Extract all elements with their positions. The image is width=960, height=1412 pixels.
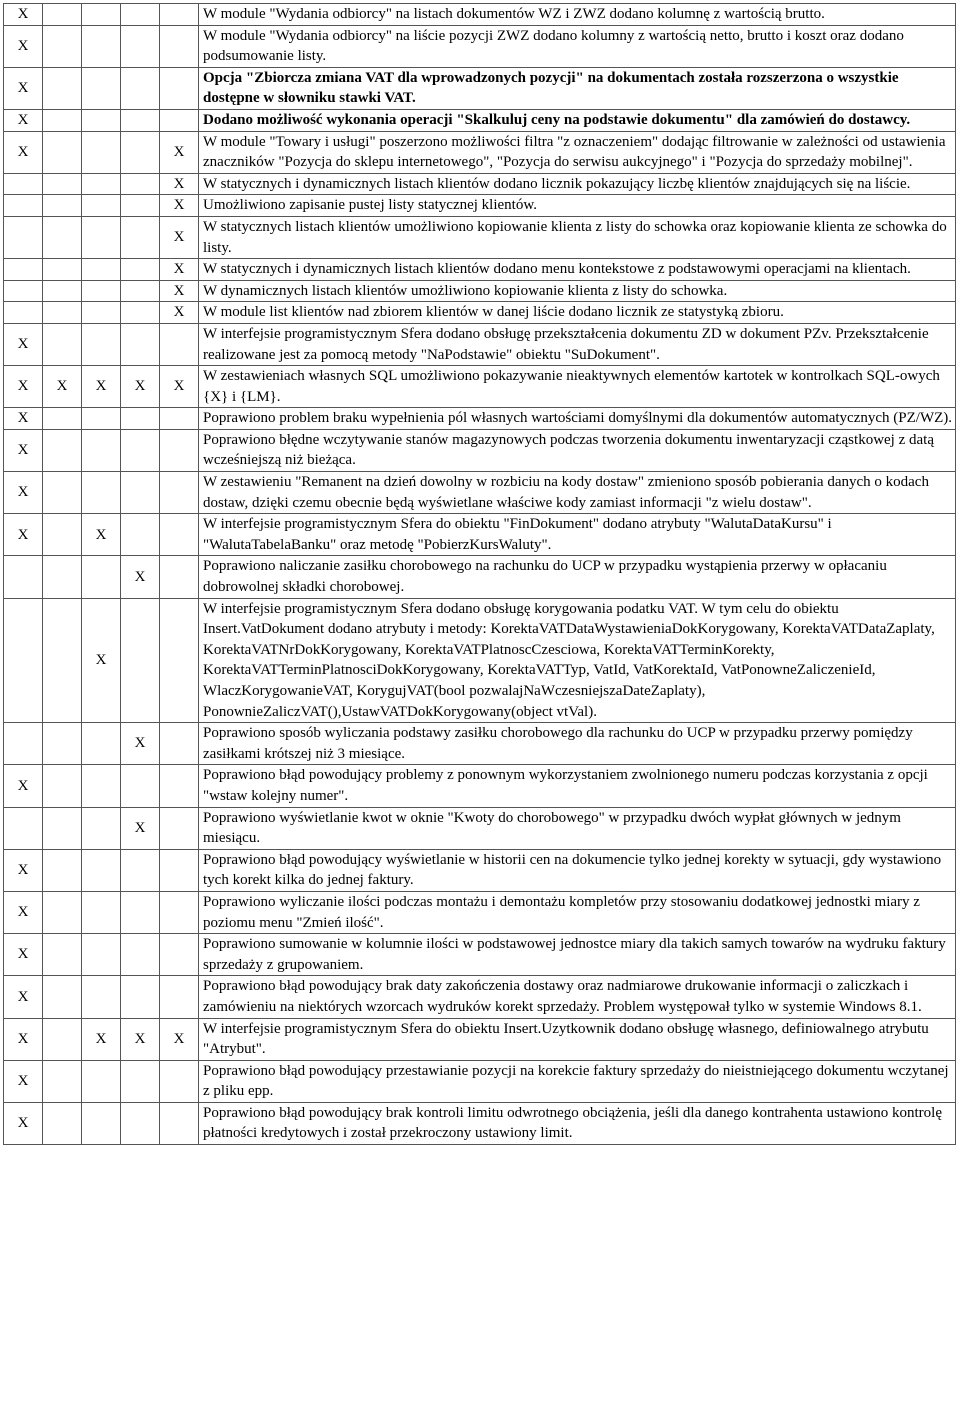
module-mark-cell: X <box>121 807 160 849</box>
module-mark-cell: X <box>4 1060 43 1102</box>
module-mark-cell: X <box>4 1018 43 1060</box>
table-row <box>4 429 956 471</box>
module-mark-cell: X <box>121 723 160 765</box>
module-mark-cell <box>43 849 82 891</box>
module-mark-cell <box>121 408 160 430</box>
module-mark-cell <box>121 259 160 281</box>
module-mark-cell <box>43 976 82 1018</box>
module-mark-cell <box>82 807 121 849</box>
change-description: Poprawiono wyświetlanie kwot w oknie "Kwoty do chorobowego" w przypadku dwóch wypłat głównych w jednym miesiącu. <box>199 807 956 849</box>
module-mark-cell: X <box>121 1018 160 1060</box>
module-mark-cell: X <box>4 472 43 514</box>
module-mark-cell <box>43 723 82 765</box>
change-description: W module "Wydania odbiorcy" na liście pozycji ZWZ dodano kolumny z wartością netto, brutto i koszt oraz dodano podsumowanie listy. <box>199 25 956 67</box>
module-mark-cell <box>82 25 121 67</box>
change-description: W dynamicznych listach klientów umożliwiono kopiowanie klienta z listy do schowka. <box>199 280 956 302</box>
module-mark-cell <box>160 765 199 807</box>
module-mark-cell <box>43 429 82 471</box>
change-description: W module list klientów nad zbiorem klientów w danej liście dodano licznik ze statystyką zbioru. <box>199 302 956 324</box>
module-mark-cell <box>43 408 82 430</box>
module-mark-cell <box>43 259 82 281</box>
module-mark-cell <box>121 934 160 976</box>
module-mark-cell <box>82 556 121 598</box>
module-mark-cell <box>43 891 82 933</box>
module-mark-cell <box>82 765 121 807</box>
module-mark-cell <box>43 216 82 258</box>
table-row <box>4 472 956 514</box>
module-mark-cell <box>43 598 82 723</box>
table-row <box>4 25 956 67</box>
module-mark-cell <box>160 976 199 1018</box>
module-mark-cell <box>43 514 82 556</box>
change-description: Poprawiono naliczanie zasiłku chorobowego na rachunku do UCP w przypadku wystąpienia przerwy w opłacaniu dobrowolnej składki chorobowej. <box>199 556 956 598</box>
module-mark-cell: X <box>4 934 43 976</box>
change-description: Poprawiono błąd powodujący problemy z ponownym wykorzystaniem zwolnionego numeru podczas korzystania z opcji "wstaw kolejny numer". <box>199 765 956 807</box>
module-mark-cell: X <box>4 1102 43 1144</box>
change-description: W module "Wydania odbiorcy" na listach dokumentów WZ i ZWZ dodano kolumnę z wartością brutto. <box>199 4 956 26</box>
module-mark-cell <box>43 173 82 195</box>
module-mark-cell <box>121 514 160 556</box>
module-mark-cell <box>82 109 121 131</box>
change-description: Poprawiono błąd powodujący brak kontroli limitu odwrotnego obciążenia, jeśli dla danego kontrahenta ustawiono kontrolę płatności kredytowych i został przekroczony ustawiony limit. <box>199 1102 956 1144</box>
module-mark-cell: X <box>4 25 43 67</box>
module-mark-cell <box>160 1060 199 1102</box>
module-mark-cell <box>43 765 82 807</box>
table-row <box>4 598 956 723</box>
change-description: W interfejsie programistycznym Sfera dodano obsługę korygowania podatku VAT. W tym celu do obiektu Insert.VatDokument dodano atrybuty i metody: KorektaVATDataWystawieniaDokKorygowany, KorektaVATDataZaplaty, KorektaVATNrDokKorygowany, KorektaVATPlatnoscCzesciowa, KorektaVATTerminKorekty, KorektaVATTerminPlatnosciDokKorygowany, KorektaVATTyp, VatId, VatKorektaId, VatPonowneZaliczenieId, WlaczKorygowanieVAT, KorygujVAT(bool pozwalajNaWczesniejszaDateZaplaty), PonownieZaliczVAT(),UstawVATDokKorygowany(object vtVal). <box>199 598 956 723</box>
table-row <box>4 514 956 556</box>
change-description: W interfejsie programistycznym Sfera do obiektu "FinDokument" dodano atrybuty "WalutaDataKursu" i "WalutaTabelaBanku" oraz metodę "PobierzKursWaluty". <box>199 514 956 556</box>
module-mark-cell <box>82 216 121 258</box>
module-mark-cell <box>43 556 82 598</box>
module-mark-cell: X <box>4 765 43 807</box>
table-row <box>4 195 956 217</box>
module-mark-cell <box>160 67 199 109</box>
module-mark-cell: X <box>4 4 43 26</box>
table-row <box>4 131 956 173</box>
module-mark-cell <box>82 408 121 430</box>
table-row <box>4 807 956 849</box>
module-mark-cell <box>121 323 160 365</box>
module-mark-cell <box>82 323 121 365</box>
module-mark-cell <box>43 934 82 976</box>
module-mark-cell <box>160 556 199 598</box>
module-mark-cell <box>121 765 160 807</box>
module-mark-cell: X <box>160 259 199 281</box>
module-mark-cell <box>4 723 43 765</box>
module-mark-cell: X <box>82 598 121 723</box>
module-mark-cell <box>43 109 82 131</box>
module-mark-cell <box>160 891 199 933</box>
module-mark-cell: X <box>160 302 199 324</box>
module-mark-cell <box>121 173 160 195</box>
module-mark-cell: X <box>4 891 43 933</box>
module-mark-cell <box>160 25 199 67</box>
change-description: Poprawiono błąd powodujący brak daty zakończenia dostawy oraz nadmiarowe drukowanie informacji o zaliczkach i zamówieniu na niektórych wzorcach wydruków korekt sprzedaży. Problem występował tylko w systemie Windows 8.1. <box>199 976 956 1018</box>
module-mark-cell <box>121 302 160 324</box>
module-mark-cell: X <box>4 849 43 891</box>
module-mark-cell: X <box>160 131 199 173</box>
module-mark-cell <box>160 4 199 26</box>
module-mark-cell <box>160 1102 199 1144</box>
module-mark-cell <box>82 934 121 976</box>
table-row <box>4 4 956 26</box>
module-mark-cell <box>121 976 160 1018</box>
module-mark-cell <box>160 807 199 849</box>
module-mark-cell: X <box>160 1018 199 1060</box>
module-mark-cell <box>43 131 82 173</box>
module-mark-cell <box>160 598 199 723</box>
module-mark-cell <box>4 807 43 849</box>
change-description: Dodano możliwość wykonania operacji "Skalkuluj ceny na podstawie dokumentu" dla zamówień do dostawcy. <box>199 109 956 131</box>
module-mark-cell: X <box>121 366 160 408</box>
module-mark-cell <box>121 429 160 471</box>
module-mark-cell <box>121 1060 160 1102</box>
module-mark-cell <box>43 1102 82 1144</box>
table-row <box>4 302 956 324</box>
module-mark-cell <box>121 4 160 26</box>
table-row <box>4 1060 956 1102</box>
module-mark-cell <box>43 323 82 365</box>
module-mark-cell: X <box>160 366 199 408</box>
module-mark-cell <box>121 109 160 131</box>
change-description: W zestawieniach własnych SQL umożliwiono pokazywanie nieaktywnych elementów kartotek w kontrolkach SQL-owych {X} i {LM}. <box>199 366 956 408</box>
module-mark-cell: X <box>160 280 199 302</box>
module-mark-cell <box>43 67 82 109</box>
module-mark-cell: X <box>160 173 199 195</box>
change-description: Poprawiono błędne wczytywanie stanów magazynowych podczas tworzenia dokumentu inwentaryzacji cząstkowej z datą wcześniejszą niż bieżąca. <box>199 429 956 471</box>
module-mark-cell <box>82 67 121 109</box>
table-row <box>4 280 956 302</box>
module-mark-cell <box>82 173 121 195</box>
table-row <box>4 323 956 365</box>
module-mark-cell <box>160 109 199 131</box>
change-description: Poprawiono sposób wyliczania podstawy zasiłku chorobowego dla rachunku do UCP w przypadku przerwy pomiędzy zasiłkami krótszej niż 3 miesiące. <box>199 723 956 765</box>
module-mark-cell: X <box>4 67 43 109</box>
table-row <box>4 109 956 131</box>
table-row <box>4 934 956 976</box>
table-row <box>4 408 956 430</box>
module-mark-cell <box>160 408 199 430</box>
module-mark-cell <box>121 280 160 302</box>
change-description: Opcja "Zbiorcza zmiana VAT dla wprowadzonych pozycji" na dokumentach została rozszerzona o wszystkie dostępne w słowniku stawki VAT. <box>199 67 956 109</box>
module-mark-cell <box>4 302 43 324</box>
module-mark-cell <box>82 195 121 217</box>
table-row <box>4 891 956 933</box>
module-mark-cell <box>43 1060 82 1102</box>
module-mark-cell <box>121 216 160 258</box>
module-mark-cell <box>121 25 160 67</box>
table-row <box>4 216 956 258</box>
change-description: Poprawiono sumowanie w kolumnie ilości w podstawowej jednostce miary dla takich samych towarów na wydruku faktury sprzedaży z grupowaniem. <box>199 934 956 976</box>
module-mark-cell: X <box>4 109 43 131</box>
table-row <box>4 849 956 891</box>
table-row <box>4 1102 956 1144</box>
module-mark-cell <box>160 429 199 471</box>
module-mark-cell <box>82 891 121 933</box>
module-mark-cell <box>82 280 121 302</box>
change-description: W interfejsie programistycznym Sfera do obiektu Insert.Uzytkownik dodano obsługę własnego, definiowalnego atrybutu "Atrybut". <box>199 1018 956 1060</box>
module-mark-cell: X <box>4 366 43 408</box>
module-mark-cell <box>160 934 199 976</box>
module-mark-cell: X <box>4 408 43 430</box>
module-mark-cell <box>121 1102 160 1144</box>
module-mark-cell <box>82 1102 121 1144</box>
module-mark-cell <box>160 323 199 365</box>
module-mark-cell <box>43 4 82 26</box>
module-mark-cell <box>43 807 82 849</box>
module-mark-cell: X <box>4 976 43 1018</box>
module-mark-cell <box>4 556 43 598</box>
change-description: W interfejsie programistycznym Sfera dodano obsługę przekształcenia dokumentu ZD w dokument PZv. Przekształcenie realizowane jest za pomocą metody "NaPodstawie" obiektu "SuDokument". <box>199 323 956 365</box>
change-description: Poprawiono wyliczanie ilości podczas montażu i demontażu kompletów przy stosowaniu dodatkowej jednostki miary z poziomu menu "Zmień ilość". <box>199 891 956 933</box>
change-description: W statycznych i dynamicznych listach klientów dodano licznik pokazujący liczbę klientów znajdujących się na liście. <box>199 173 956 195</box>
module-mark-cell <box>43 1018 82 1060</box>
module-mark-cell <box>121 67 160 109</box>
table-row <box>4 366 956 408</box>
module-mark-cell <box>82 723 121 765</box>
module-mark-cell: X <box>4 429 43 471</box>
module-mark-cell <box>121 195 160 217</box>
module-mark-cell <box>82 4 121 26</box>
module-mark-cell: X <box>82 1018 121 1060</box>
module-mark-cell <box>43 25 82 67</box>
module-mark-cell <box>82 259 121 281</box>
change-description: W zestawieniu "Remanent na dzień dowolny w rozbiciu na kody dostaw" zmieniono sposób pobierania danych o kodach dostaw, dzięki czemu obecnie będą wyświetlane właściwe kody zamiast informacji "z wielu dostaw". <box>199 472 956 514</box>
module-mark-cell <box>82 131 121 173</box>
table-row <box>4 556 956 598</box>
change-description: Umożliwiono zapisanie pustej listy statycznej klientów. <box>199 195 956 217</box>
module-mark-cell <box>160 514 199 556</box>
change-description: W statycznych listach klientów umożliwiono kopiowanie klienta z listy do schowka oraz kopiowanie klienta ze schowka do listy. <box>199 216 956 258</box>
module-mark-cell <box>4 195 43 217</box>
changelog-table <box>3 3 956 1145</box>
module-mark-cell <box>4 280 43 302</box>
module-mark-cell <box>121 891 160 933</box>
module-mark-cell: X <box>82 366 121 408</box>
module-mark-cell <box>160 472 199 514</box>
module-mark-cell <box>82 1060 121 1102</box>
module-mark-cell <box>160 849 199 891</box>
module-mark-cell: X <box>4 514 43 556</box>
module-mark-cell <box>43 195 82 217</box>
module-mark-cell <box>82 302 121 324</box>
table-row <box>4 259 956 281</box>
module-mark-cell: X <box>4 323 43 365</box>
module-mark-cell <box>121 849 160 891</box>
module-mark-cell <box>4 259 43 281</box>
module-mark-cell <box>82 849 121 891</box>
table-row <box>4 173 956 195</box>
module-mark-cell <box>121 131 160 173</box>
module-mark-cell <box>160 723 199 765</box>
module-mark-cell <box>43 472 82 514</box>
module-mark-cell <box>82 976 121 1018</box>
module-mark-cell: X <box>160 216 199 258</box>
module-mark-cell <box>121 598 160 723</box>
change-description: Poprawiono błąd powodujący wyświetlanie w historii cen na dokumencie tylko jednej korekty w sytuacji, gdy wystawiono tych korekt kilka do jednej faktury. <box>199 849 956 891</box>
table-row <box>4 723 956 765</box>
module-mark-cell: X <box>82 514 121 556</box>
change-description: W statycznych i dynamicznych listach klientów dodano menu kontekstowe z podstawowymi operacjami na klientach. <box>199 259 956 281</box>
table-row <box>4 976 956 1018</box>
module-mark-cell: X <box>43 366 82 408</box>
module-mark-cell: X <box>121 556 160 598</box>
module-mark-cell: X <box>4 131 43 173</box>
module-mark-cell <box>82 472 121 514</box>
table-row <box>4 1018 956 1060</box>
module-mark-cell <box>4 598 43 723</box>
table-row <box>4 765 956 807</box>
table-row <box>4 67 956 109</box>
change-description: W module "Towary i usługi" poszerzono możliwości filtra "z oznaczeniem" dodając filtrowanie w zależności od ustawienia znaczników "Pozycja do sklepu internetowego", "Pozycja do serwisu aukcyjnego" i "Pozycja do sprzedaży mobilnej". <box>199 131 956 173</box>
module-mark-cell <box>4 216 43 258</box>
change-description: Poprawiono błąd powodujący przestawianie pozycji na korekcie faktury sprzedaży do nieistniejącego dokumentu wczytanej z pliku epp. <box>199 1060 956 1102</box>
module-mark-cell <box>121 472 160 514</box>
module-mark-cell <box>82 429 121 471</box>
module-mark-cell: X <box>160 195 199 217</box>
module-mark-cell <box>43 302 82 324</box>
changelog-body <box>4 4 956 1145</box>
module-mark-cell <box>43 280 82 302</box>
change-description: Poprawiono problem braku wypełnienia pól własnych wartościami domyślnymi dla dokumentów automatycznych (PZ/WZ). <box>199 408 956 430</box>
module-mark-cell <box>4 173 43 195</box>
